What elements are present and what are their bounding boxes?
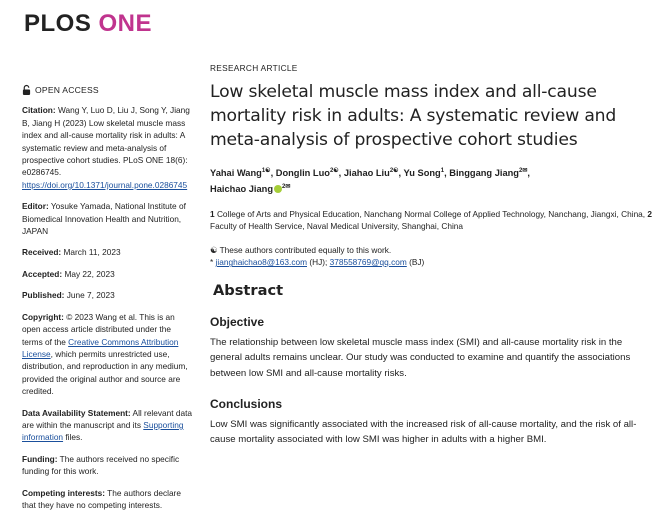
affiliation-text: Faculty of Health Service, Naval Medical University, Shanghai, China — [210, 221, 464, 232]
competing-interests-text: The authors declare that they have no competing interests. — [22, 487, 181, 510]
received-block — [22, 246, 194, 258]
corresponding-author-marker: ✉ — [522, 168, 528, 174]
citation-label: Citation: — [22, 105, 56, 116]
supporting-information-link[interactable]: Supporting information — [22, 419, 184, 443]
author-separator: , — [338, 168, 344, 179]
article-type-label: RESEARCH ARTICLE — [210, 63, 298, 73]
correspondence-star: * — [210, 257, 214, 268]
objective-heading: Objective — [210, 315, 265, 330]
received-label: Received: — [22, 247, 62, 258]
author-affiliation-marker: 2 — [518, 168, 523, 174]
email-owner-hj: (HJ); — [309, 257, 328, 268]
citation-text: Wang Y, Luo D, Liu J, Song Y, Jiang B, Jiang H (2023) Low skeletal muscle mass index and all-cause mortality risk in adults: A systematic review and meta-analysis of prospective cohort studies. PLoS ONE 18(6): e0286745. — [22, 105, 190, 178]
open-access-badge — [22, 84, 194, 96]
journal-logo[interactable] — [24, 10, 152, 38]
affiliation-number: 1 — [210, 209, 215, 220]
correspondence-note — [210, 256, 656, 268]
article-sidebar — [22, 84, 194, 520]
competing-interests-label: Competing interests: — [22, 487, 105, 498]
author-name[interactable]: Yu Song — [403, 168, 441, 179]
author-notes — [210, 244, 656, 268]
copyright-text-1: © 2023 Wang et al. This is an open access article distributed under the terms of the — [22, 311, 175, 347]
editor-block — [22, 200, 194, 237]
objective-text: The relationship between low skeletal muscle mass index (SMI) and all-cause mortality risk in the general adults remains unclear. Our study was conducted to examine and quantify the associations between low SMI and all-cause mortality risks. — [210, 337, 631, 379]
funding-label: Funding: — [22, 453, 58, 464]
accepted-date: May 22, 2023 — [64, 268, 115, 279]
author-separator: , — [527, 168, 530, 179]
author-list — [210, 164, 656, 196]
author-name[interactable]: Donglin Luo — [275, 168, 330, 179]
author-affiliation-marker: 1☯ — [261, 168, 271, 174]
copyright-block — [22, 311, 194, 398]
funding-block — [22, 453, 194, 478]
corresponding-author-marker: ✉ — [285, 184, 291, 191]
author-separator: , — [444, 168, 450, 179]
affiliations — [210, 208, 656, 232]
author-separator: , — [270, 168, 276, 179]
data-availability-text-2: files. — [65, 432, 83, 443]
accepted-label: Accepted: — [22, 268, 63, 279]
logo-plos: PLOS — [24, 10, 92, 37]
competing-interests-block — [22, 487, 194, 512]
received-date: March 11, 2023 — [63, 247, 121, 258]
article-title: Low skeletal muscle mass index and all-cause mortality risk in adults: A systematic review and meta-analysis of prospective cohort studies — [210, 82, 617, 150]
author-name[interactable]: Jiahao Liu — [343, 168, 390, 179]
license-link[interactable]: Creative Commons Attribution License — [22, 336, 179, 359]
citation-block — [22, 104, 194, 191]
article-main — [210, 63, 656, 447]
copyright-label: Copyright: — [22, 311, 64, 322]
data-availability-block — [22, 407, 194, 444]
funding-text: The authors received no specific funding for this work. — [22, 453, 180, 477]
author-affiliation-marker: 2☯ — [329, 168, 339, 174]
author-affiliation-marker: 2 — [282, 184, 286, 191]
author-affiliation-marker: 2☯ — [389, 168, 399, 174]
editor-label: Editor: — [22, 201, 49, 212]
logo-one: ONE — [98, 10, 153, 37]
orcid-icon[interactable] — [274, 185, 282, 193]
open-access-label: OPEN ACCESS — [35, 85, 99, 95]
published-label: Published: — [22, 290, 65, 301]
author-name[interactable]: Haichao Jiang — [210, 184, 274, 195]
accepted-block — [22, 268, 194, 280]
affiliation-number: 2 — [647, 209, 653, 220]
open-lock-icon — [22, 85, 31, 95]
email-link-hj[interactable]: jianghaichao8@163.com — [215, 257, 307, 268]
affiliation-text: College of Arts and Physical Education, Nanchang Normal College of Applied Technology, Nanchang, Jiangxi, China, — [216, 209, 646, 220]
editor-text: Yosuke Yamada, National Institute of Biomedical Innovation Health and Nutrition, JAPAN — [22, 201, 186, 237]
abstract-heading: Abstract — [213, 282, 284, 300]
email-link-bj[interactable]: 378558769@qq.com — [329, 257, 407, 268]
author-separator: , — [398, 168, 404, 179]
author-name[interactable]: Binggang Jiang — [449, 168, 519, 179]
conclusions-heading: Conclusions — [210, 396, 283, 411]
data-availability-label: Data Availability Statement: — [22, 407, 131, 418]
equal-contribution-note: ☯ These authors contributed equally to this work. — [210, 245, 392, 256]
email-owner-bj: (BJ) — [409, 257, 425, 268]
author-affiliation-marker: 1 — [440, 168, 445, 174]
data-availability-text-1: All relevant data are within the manuscript and its — [22, 407, 193, 430]
published-date: June 7, 2023 — [66, 290, 115, 301]
conclusions-text: Low SMI was significantly associated with the increased risk of all-cause mortality, and the risk of all-cause mortality associated with low SMI was higher in adults with a higher BMI. — [210, 418, 637, 445]
copyright-text-2: , which permits unrestricted use, distribution, and reproduction in any medium, provided the original author and source are credited. — [22, 348, 188, 397]
published-block — [22, 289, 194, 301]
author-name[interactable]: Yahai Wang — [210, 168, 262, 179]
citation-doi-link[interactable]: https://doi.org/10.1371/journal.pone.0286745 — [22, 179, 188, 190]
